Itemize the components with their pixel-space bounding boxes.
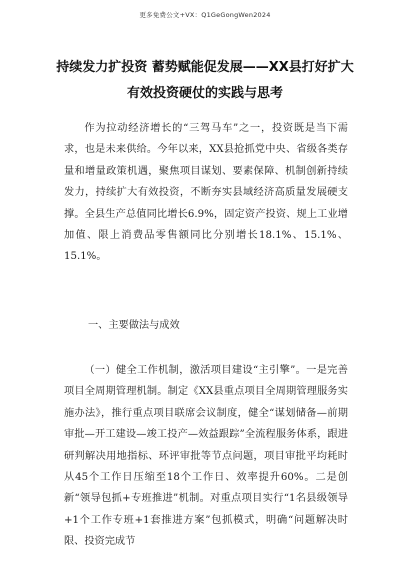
section-paragraph: （一）健全工作机制，激活项目建设“主引擎”。一是完善项目全周期管理机制。制定《XX县重点项目全周期管理服务实施办法》，推行重点项目联席会议制度，健全“谋划储备—前期审批—开工建设—竣工投产—效益跟踪”全流程服务体系，跟进研判解决用地指标、环评审批等节点问题，项目审批平均耗时从45个工作日压缩至18个工作日、效率提升60%。二是创新“领导包抓+专班推进”机制。对重点项目实行“1名县级领导+1个工作专班+1套推进方案”包抓模式，明确“问题解决时限、投资完成节: [64, 365, 348, 548]
section-heading: 一、主要做法与成效: [88, 320, 180, 331]
document-title-line-2: 有效投资硬仗的实践与思考: [126, 86, 283, 101]
header-note: 更多免费公文+VX：Q1GeGongWen2024: [139, 11, 271, 19]
document-title-line-1: 持续发力扩投资 蓄势赋能促发展——XX县打好扩大: [56, 60, 354, 75]
intro-paragraph: 作为拉动经济增长的“三驾马车”之一，投资既是当下需求，也是未来供给。今年以来，XX县抢抓党中央、省级各类存量和增量政策机遇，聚焦项目谋划、要素保障、机制创新持续发力，持续扩大有效投资，不断夯实县域经济高质量发展硬支撑。全县生产总值同比增长6.9%，固定资产投资、规上工业增加值、限上消费品零售额同比分别增长18.1%、15.1%、15.1%。: [64, 123, 348, 263]
